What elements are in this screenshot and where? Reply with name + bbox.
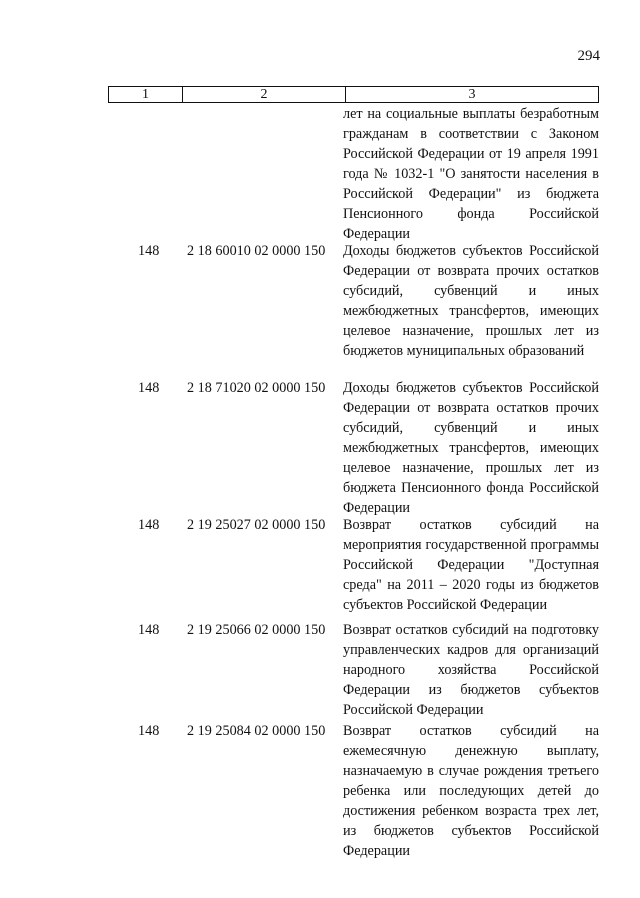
description-cell: Доходы бюджетов субъектов Российской Федерации от возврата остатков прочих субсидий, субвенций и иных межбюджетных трансфертов, имеющих целевое назначение, прошлых лет из бюджета Пенсионного фонда Российской Федерации (343, 380, 599, 516)
column-header-3: 3 (345, 87, 598, 102)
description-cell: Возврат остатков субсидий на подготовку управленческих кадров для организаций народного хозяйства Российской Федерации из бюджетов субъектов Российской Федерации (343, 622, 599, 718)
page-number: 294 (577, 48, 600, 64)
admin-code-cell: 148 (138, 243, 160, 259)
budget-code-cell: 2 19 25084 02 0000 150 (187, 723, 326, 739)
admin-code-cell: 148 (138, 723, 160, 739)
continuation-description: лет на социальные выплаты безработным гражданам в соответствии с Законом Российской Федерации от 19 апреля 1991 года № 1032-1 "О занятости населения в Российской Федерации" из бюджета Пенсионного фонда Российской Федерации (343, 106, 599, 242)
column-header-2: 2 (182, 87, 345, 102)
admin-code-cell: 148 (138, 517, 160, 533)
budget-code-cell: 2 19 25027 02 0000 150 (187, 517, 326, 533)
budget-code-cell: 2 19 25066 02 0000 150 (187, 622, 326, 638)
budget-code-cell: 2 18 60010 02 0000 150 (187, 243, 326, 259)
table-header-row (108, 86, 599, 103)
description-cell: Возврат остатков субсидий на ежемесячную денежную выплату, назначаемую в случае рождения третьего ребенка или последующих детей до достижения ребенком возраста трех лет, из бюджетов субъектов Российской Федерации (343, 723, 599, 859)
column-header-1: 1 (142, 87, 149, 102)
description-cell: Возврат остатков субсидий на мероприятия государственной программы Российской Федерации "Доступная среда" на 2011 – 2020 годы из бюджетов субъектов Российской Федерации (343, 517, 599, 613)
description-cell: Доходы бюджетов субъектов Российской Федерации от возврата прочих остатков субсидий, субвенций и иных межбюджетных трансфертов, имеющих целевое назначение, прошлых лет из бюджетов муниципальных образований (343, 243, 599, 359)
admin-code-cell: 148 (138, 622, 160, 638)
budget-code-cell: 2 18 71020 02 0000 150 (187, 380, 326, 396)
admin-code-cell: 148 (138, 380, 160, 396)
